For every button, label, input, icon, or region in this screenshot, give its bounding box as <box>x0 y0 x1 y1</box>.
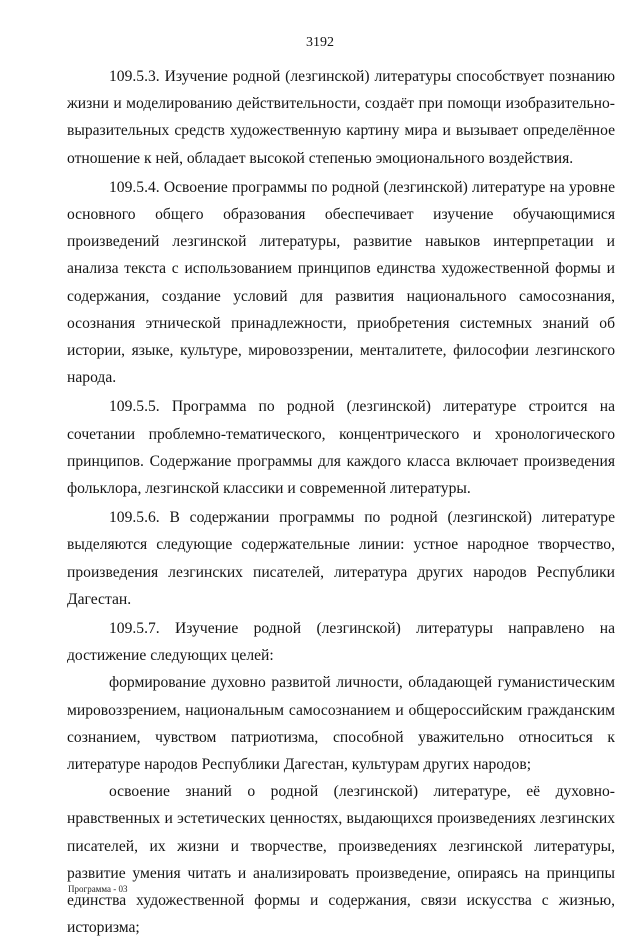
paragraph-109-5-5: 109.5.5. Программа по родной (лезгинской) литературе строится на сочетании проблемно-тематического, концентрического и хронологического принципов. Содержание программы для каждого класса включает произведения фольклора, лезгинской классики и современной литературы. <box>67 398 615 498</box>
goal-item-2: освоение знаний о родной (лезгинской) литературе, её духовно-нравственных и эстетических ценностях, выдающихся произведениях лезгинских писателей, их жизни и творчестве, произведениях лезгинской литературы, развитие умения читать и анализировать произведение, опираясь на принципы единства художественной формы и содержания, связи искусства с жизнью, историзма; <box>67 783 615 937</box>
paragraph-109-5-7: 109.5.7. Изучение родной (лезгинской) литературы направлено на достижение следующих целей: <box>67 620 615 665</box>
paragraph-109-5-6: 109.5.6. В содержании программы по родной (лезгинской) литературе выделяются следующие содержательные линии: устное народное творчество, произведения лезгинских писателей, литература других народов Республики Дагестан. <box>67 509 615 608</box>
goal-item-1: формирование духовно развитой личности, обладающей гуманистическим мировоззрением, национальным самосознанием и общероссийским гражданским сознанием, чувством патриотизма, способной уважительно относиться к литературе народов Республики Дагестан, культурам других народов; <box>67 674 615 774</box>
document-body <box>67 63 615 942</box>
page-number: 3192 <box>306 35 334 50</box>
paragraph-109-5-3: 109.5.3. Изучение родной (лезгинской) литературы способствует познанию жизни и моделированию действительности, создаёт при помощи изобразительно-выразительных средств художественную картину мира и вызывает определённое отношение к ней, обладает высокой степенью эмоционального воздействия. <box>67 68 615 167</box>
paragraph-109-5-4: 109.5.4. Освоение программы по родной (лезгинской) литературе на уровне основного общего образования обеспечивает изучение обучающимися произведений лезгинской литературы, развитие навыков интерпретации и анализа текста с использованием принципов единства художественной формы и содержания, создание условий для развития национального самосознания, осознания этнической принадлежности, приобретения системных знаний об истории, языке, культуре, мировоззрении, менталитете, философии лезгинского народа. <box>67 178 615 387</box>
footer-label: Программа - 03 <box>68 884 128 894</box>
